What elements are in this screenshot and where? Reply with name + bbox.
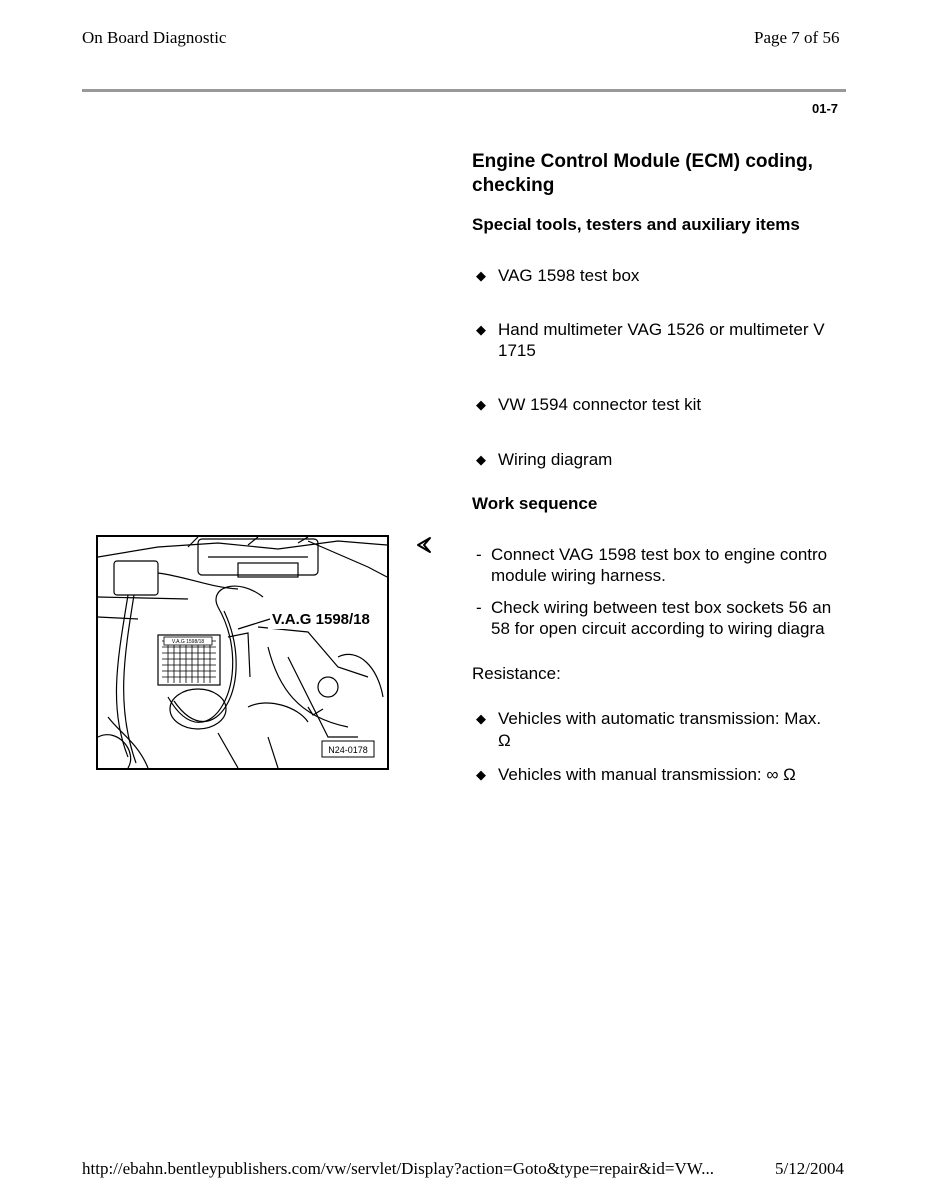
diamond-bullet-icon: ◆	[476, 711, 486, 726]
diamond-bullet-icon: ◆	[476, 767, 486, 782]
resistance-item	[476, 708, 846, 752]
figure-callout-label: V.A.G 1598/18	[272, 611, 370, 628]
engine-bay-illustration	[96, 535, 389, 770]
footer-date: 5/12/2004	[775, 1159, 844, 1178]
figure-code: N24-0178	[328, 745, 368, 755]
work-step: - Check wiring between test box sockets 56 an 58 for open circuit according to wiring diagra	[476, 598, 832, 638]
work-step-text-cont: module wiring harness.	[491, 566, 666, 585]
header-title: On Board Diagnostic	[82, 28, 227, 47]
work-step-text-cont: 58 for open circuit according to wiring diagra	[491, 619, 825, 638]
footer-url: http://ebahn.bentleypublishers.com/vw/servlet/Display?action=Goto&type=repair&id=VW...	[82, 1159, 714, 1178]
header-page-count: Page 7 of 56	[754, 28, 840, 47]
resistance-item-text: Vehicles with automatic transmission: Max.	[498, 709, 822, 728]
page-number: 01-7	[812, 101, 839, 116]
arrow-pointer-icon	[416, 534, 432, 560]
diamond-bullet-icon: ◆	[476, 397, 486, 412]
tool-item-text: Wiring diagram	[498, 450, 613, 469]
diamond-bullet-icon: ◆	[476, 268, 486, 283]
tools-heading: Special tools, testers and auxiliary items	[472, 215, 800, 234]
header-divider	[82, 89, 846, 92]
tool-item	[476, 449, 846, 471]
tool-item-text-cont: 1715	[498, 341, 536, 360]
test-box-label: V.A.G 1598/18	[171, 639, 205, 645]
work-step-text: Connect VAG 1598 test box to engine contro	[491, 545, 828, 564]
tool-item	[476, 265, 846, 287]
tool-item-text: VW 1594 connector test kit	[498, 395, 702, 414]
resistance-item	[476, 764, 846, 786]
resistance-item-text-cont: Ω	[498, 731, 511, 750]
diamond-bullet-icon: ◆	[476, 452, 486, 467]
tool-item	[476, 394, 846, 416]
work-heading: Work sequence	[472, 494, 598, 513]
diamond-bullet-icon: ◆	[476, 322, 486, 337]
resistance-item-text: Vehicles with manual transmission: ∞ Ω	[498, 765, 796, 784]
work-step: - Connect VAG 1598 test box to engine contro module wiring harness.	[476, 545, 828, 585]
resistance-label: Resistance:	[472, 664, 561, 683]
section-title: Engine Control Module (ECM) coding, checking	[472, 151, 813, 196]
tool-item-text: VAG 1598 test box	[498, 266, 640, 285]
tool-item-text: Hand multimeter VAG 1526 or multimeter V	[498, 320, 825, 339]
work-step-text: Check wiring between test box sockets 56 an	[491, 598, 832, 617]
tool-item	[476, 319, 846, 363]
